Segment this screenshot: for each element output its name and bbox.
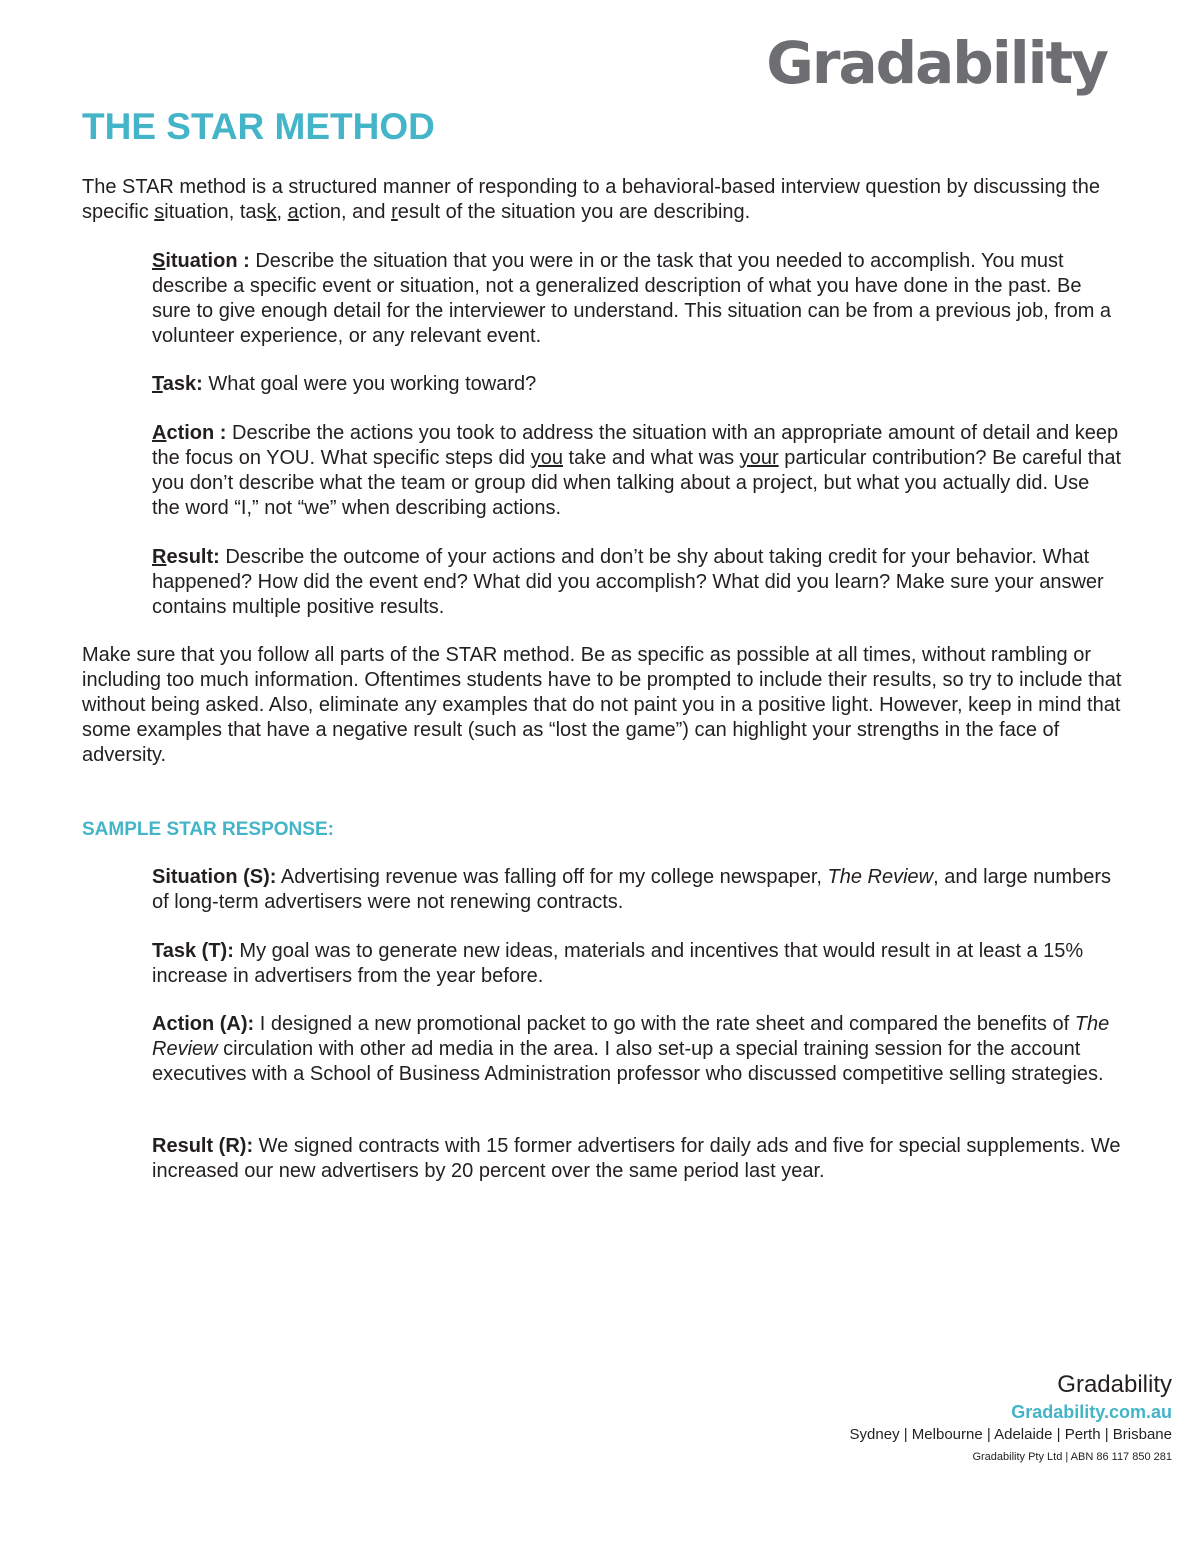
action-you: you (530, 447, 563, 469)
sample-action-label: Action (A): (152, 1013, 255, 1035)
action-label (152, 422, 226, 444)
sample-action (152, 1012, 1122, 1087)
sample-situation-label: Situation (S): (152, 866, 277, 888)
intro-text: esult of the situation you are describing. (397, 201, 751, 223)
logo-text-2: ility (991, 29, 1107, 97)
gradability-logo (766, 29, 1107, 97)
sample-result-label: Result (R): (152, 1135, 254, 1157)
sample-text: circulation with other ad media in the area. I also set-up a special training session for the account executives with a School of Business Administration professor who discussed competitive selling strategies. (152, 1038, 1104, 1085)
label-rest: ask: (162, 373, 203, 395)
action-your: your (739, 447, 779, 469)
label-initial: T (152, 373, 163, 395)
intro-text: , (276, 201, 288, 223)
situation-text: Describe the situation that you were in or the task that you needed to accomplish. You must describe a specific event or situation, not a generalized description of what you have done in the past. Be sure to give enough detail for the interviewer to understand. This situation can be from a previous job, from a volunteer experience, or any relevant event. (152, 250, 1112, 347)
intro-text: ituation, tas (164, 201, 267, 223)
newspaper-title: The Review (827, 866, 934, 888)
task-label (152, 373, 203, 395)
intro-a: a (287, 201, 299, 223)
sample-task (152, 939, 1122, 989)
sample-text: I designed a new promotional packet to go with the rate sheet and compared the benefits of (254, 1013, 1075, 1035)
action-text: particular contribution? Be careful that you don’t describe what the team or group did when talking about a project, but what you actually did. Use the word “I,” not “we” when describing actions. (152, 447, 1122, 519)
intro-paragraph (82, 175, 1122, 225)
action-text: Describe the actions you took to address the situation with an appropriate amount of detail and keep the focus on YOU. What specific steps did (152, 422, 1119, 469)
closing-paragraph: Make sure that you follow all parts of the STAR method. Be as specific as possible at all times, without rambling or including too much information. Oftentimes students have to be prompted to include their results, so try to include that without being asked. Also, eliminate any examples that do not paint you in a positive light. However, keep in mind that some examples that have a negative result (such as “lost the game”) can highlight your strengths in the face of adversity. (82, 644, 1122, 766)
intro-r: r (391, 201, 398, 223)
intro-text: The STAR method is a structured manner of responding to a behavioral-based interview question by discussing the specific (82, 176, 1100, 223)
sample-text: My goal was to generate new ideas, materials and incentives that would result in at least a 15% increase in advertisers from the year before. (152, 940, 1084, 987)
label-rest: ituation (165, 250, 238, 272)
footer-legal: Gradability Pty Ltd | ABN 86 117 850 281 (972, 1451, 1172, 1463)
sample-text: We signed contracts with 15 former advertisers for daily ads and five for special supplements. We increased our new advertisers by 20 percent over the same period last year. (152, 1135, 1121, 1182)
label-initial: A (152, 422, 167, 444)
footer-cities: Sydney | Melbourne | Adelaide | Perth | Brisbane (849, 1426, 1172, 1443)
footer (850, 1370, 1172, 1468)
label-rest: ction (166, 422, 215, 444)
label-colon: : (219, 422, 227, 444)
result-text: Describe the outcome of your actions and don’t be shy about taking credit for your behavior. What happened? How did the event end? What did you accomplish? What did you learn? Make sure your answer contains multiple positive results. (152, 546, 1104, 618)
situation-label (152, 250, 250, 272)
intro-text: ction, and (298, 201, 392, 223)
newspaper-title: The Review (152, 1013, 1110, 1060)
sample-result (152, 1134, 1122, 1184)
action-text: take and what was (562, 447, 740, 469)
footer-website-link[interactable]: Gradability.com.au (1011, 1402, 1172, 1422)
result-label (152, 546, 220, 568)
sample-situation (152, 865, 1122, 915)
sample-heading: SAMPLE STAR RESPONSE: (82, 819, 334, 840)
sample-text: Advertising revenue was falling off for my college newspaper, (276, 866, 828, 888)
label-initial: R (152, 546, 167, 568)
label-rest: esult: (166, 546, 220, 568)
task-text: What goal were you working toward? (202, 373, 537, 395)
intro-k: k (266, 201, 277, 223)
label-colon: : (243, 250, 250, 272)
sample-text: , and large numbers of long-term advertisers were not renewing contracts. (152, 866, 1111, 913)
result-paragraph (152, 545, 1122, 620)
action-paragraph (152, 421, 1122, 521)
logo-text-1: Gradab (766, 29, 992, 97)
situation-paragraph (152, 249, 1122, 349)
sample-task-label: Task (T): (152, 940, 234, 962)
footer-brand: Gradability (1057, 1371, 1172, 1398)
label-initial: S (152, 250, 166, 272)
page-title: THE STAR METHOD (82, 106, 435, 147)
task-paragraph (152, 372, 1122, 397)
intro-s: s (154, 201, 165, 223)
